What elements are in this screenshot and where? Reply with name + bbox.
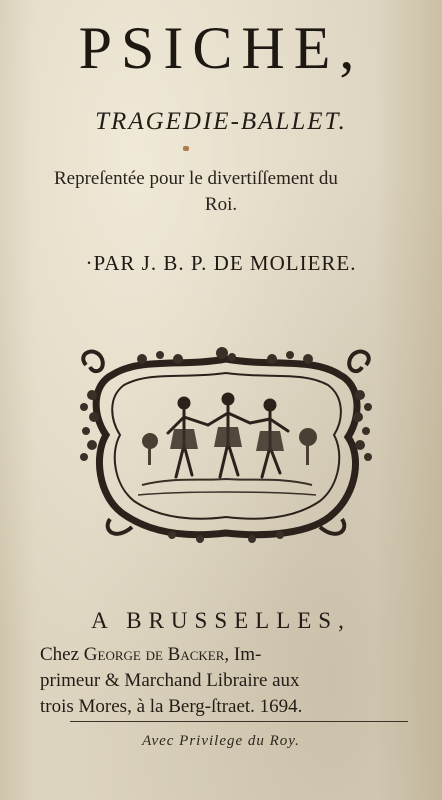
book-subtitle: TRAGEDIE-BALLET.	[95, 108, 347, 135]
imprint-city: A BRUSSELLES,	[91, 608, 351, 633]
imprint-chez: Chez	[40, 644, 84, 665]
imprint-line1-end: , Im-	[224, 644, 262, 665]
imprint-line2: primeur & Marchand Libraire aux	[40, 670, 300, 691]
book-title: PSICHE,	[78, 15, 364, 81]
author-line: ·PAR J. B. P. DE MOLIERE.	[85, 251, 357, 275]
ink-spot	[183, 146, 189, 151]
performance-note-line1: Repreſentée pour le divertiſſement du	[54, 168, 338, 189]
imprint-printer-name: George de Backer	[83, 644, 225, 665]
imprint-line3: trois Mores, à la Berg-ſtraet. 1694.	[40, 696, 303, 717]
imprint-line1	[40, 642, 410, 668]
privilege-note: Avec Privilege du Roy.	[142, 733, 300, 749]
performance-note-line2: Roi.	[204, 194, 238, 215]
woodcut-vignette-icon	[72, 345, 380, 543]
horizontal-rule	[70, 721, 408, 722]
